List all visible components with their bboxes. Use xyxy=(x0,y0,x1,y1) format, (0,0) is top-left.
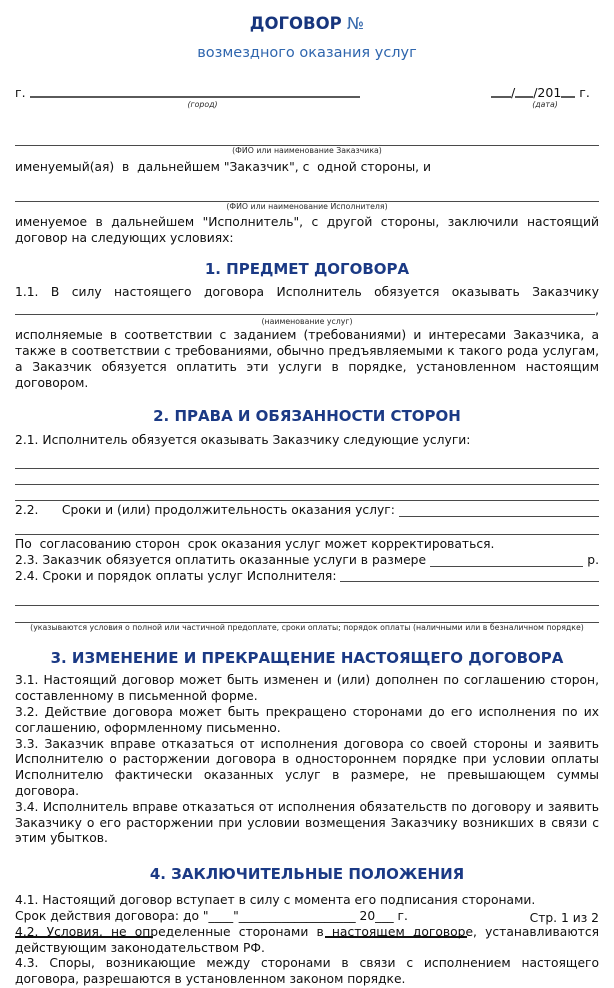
page-number: Стр. 1 из 2 xyxy=(529,911,599,925)
services-list-blank-3[interactable] xyxy=(15,487,599,501)
city-block xyxy=(15,85,360,110)
price-blank[interactable] xyxy=(430,566,583,567)
clause-2-2-note: По согласованию сторон срок оказания услуг может корректироваться. xyxy=(15,536,495,551)
signature-line-executor[interactable] xyxy=(325,936,467,938)
city-date-row xyxy=(15,85,599,110)
date-block xyxy=(491,85,599,110)
customer-caption: (ФИО или наименование Заказчика) xyxy=(232,146,382,155)
services-list-blank-1[interactable] xyxy=(15,455,599,469)
terms-blank-2[interactable] xyxy=(15,521,599,535)
clause-1-1-body: исполняемые в соответствии с заданием (требованиями) и интересами Заказчика, а также в соответствии с требованиями, обычно предъявляемыми к такого рода услугам, а Заказчик обязуется оплатить эти услуги в порядке, установленном настоящим договором. xyxy=(15,328,599,390)
date-year-blank[interactable] xyxy=(561,96,575,98)
clause-2-3-suffix: р. xyxy=(583,552,599,567)
payment-blank-2[interactable] xyxy=(15,609,599,623)
clause-3-4: 3.4. Исполнитель вправе отказаться от исполнения обязательств по договору и заявить Заказчику о его расторжении при условии возмещения Заказчику возникших в связи с этим убытков. xyxy=(15,799,599,846)
date-month-blank[interactable] xyxy=(515,96,533,98)
services-line-comma: , xyxy=(595,303,599,318)
clause-4-1: 4.1. Настоящий договор вступает в силу с момента его подписания сторонами. xyxy=(15,893,536,908)
payment-blank-1[interactable] xyxy=(15,592,599,606)
payment-caption: (указываются условия о полной или частичной предоплате, сроки оплаты; порядок оплаты (наличными или в безналичном порядке) xyxy=(30,623,584,633)
date-caption: (дата) xyxy=(532,100,558,109)
page-footer xyxy=(15,908,599,939)
payment-terms-blank[interactable] xyxy=(340,581,599,582)
document-number-sign: № xyxy=(347,14,365,33)
date-slash: / xyxy=(511,85,516,100)
clause-4-2: 4.2. Условия, не определенные сторонами в настоящем договоре, устанавливаются действующим законодательством РФ. xyxy=(15,924,599,955)
clause-2-2-label: 2.2. Сроки и (или) продолжительность оказания услуг: xyxy=(15,503,399,518)
clause-3-1: 3.1. Настоящий договор может быть изменен и (или) дополнен по соглашению сторон, составленному в письменной форме. xyxy=(15,673,599,704)
section-4-heading: 4. ЗАКЛЮЧИТЕЛЬНЫЕ ПОЛОЖЕНИЯ xyxy=(149,865,465,884)
customer-name-blank[interactable] xyxy=(15,132,599,146)
clause-3-2: 3.2. Действие договора может быть прекращено сторонами до его исполнения по их соглашению, оформленному письменно. xyxy=(15,704,599,735)
city-caption: (город) xyxy=(187,100,218,109)
document-title-text: ДОГОВОР xyxy=(249,14,342,33)
date-year-prefix: /201 xyxy=(533,85,562,100)
clause-4-3: 4.3. Споры, возникающие между сторонами в связи с исполнением настоящего договора, разрешаются в установленном законом порядке. xyxy=(15,956,599,987)
services-caption: (наименование услуг) xyxy=(261,317,353,327)
date-day-blank[interactable] xyxy=(491,96,511,98)
section-3-heading: 3. ИЗМЕНЕНИЕ И ПРЕКРАЩЕНИЕ НАСТОЯЩЕГО ДОГОВОРА xyxy=(50,649,564,668)
document-title xyxy=(15,14,599,34)
clause-2-4-label: 2.4. Сроки и порядок оплаты услуг Исполнителя: xyxy=(15,568,341,583)
document-subtitle: возмездного оказания услуг xyxy=(197,45,417,61)
section-2-heading: 2. ПРАВА И ОБЯЗАННОСТИ СТОРОН xyxy=(153,407,461,426)
signature-row xyxy=(15,936,599,939)
city-blank-line[interactable] xyxy=(30,96,360,98)
services-blank-line[interactable] xyxy=(15,314,595,315)
signature-line-customer[interactable] xyxy=(15,936,153,938)
executor-caption: (ФИО или наименование Исполнителя) xyxy=(226,201,388,211)
customer-paragraph: именуемый(ая) в дальнейшем "Заказчик", с одной стороны, и xyxy=(15,160,431,174)
date-suffix: г. xyxy=(575,85,590,100)
clause-1-1-intro: 1.1. В силу настоящего договора Исполнитель обязуется оказывать Заказчику xyxy=(15,285,599,300)
clause-2-1: 2.1. Исполнитель обязуется оказывать Заказчику следующие услуги: xyxy=(15,433,471,448)
services-list-blank-2[interactable] xyxy=(15,471,599,485)
city-prefix: г. xyxy=(15,85,26,100)
clause-4-1-term: Срок действия договора: до "____"___________________ 20___ г. xyxy=(15,908,408,923)
section-1-heading: 1. ПРЕДМЕТ ДОГОВОРА xyxy=(204,260,410,279)
clause-2-3-label: 2.3. Заказчик обязуется оплатить оказанные услуги в размере xyxy=(15,552,430,567)
executor-paragraph: именуемое в дальнейшем "Исполнитель", с другой стороны, заключили настоящий договор на следующих условиях: xyxy=(15,214,599,245)
clause-3-3: 3.3. Заказчик вправе отказаться от исполнения договора со своей стороны и заявить Исполнителю о расторжении договора в одностороннем порядке при условии оплаты Исполнителю фактически оказанных услуг в размере, не превышающем суммы договора. xyxy=(15,736,599,798)
executor-name-blank[interactable] xyxy=(15,188,599,202)
terms-blank[interactable] xyxy=(399,516,599,517)
